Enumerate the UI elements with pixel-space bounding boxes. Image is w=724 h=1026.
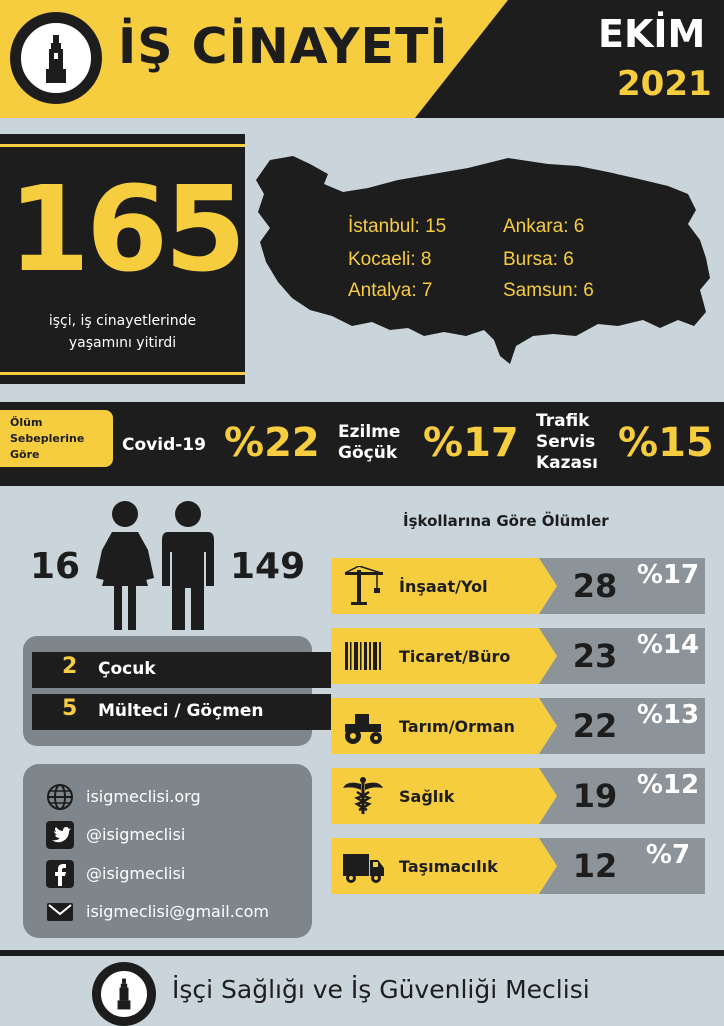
sector-count: 23 [572, 637, 618, 675]
sector-name: Taşımacılık [399, 857, 498, 876]
sector-count: 28 [572, 567, 618, 605]
cause-percent: %22 [224, 420, 320, 466]
website-link[interactable]: isigmeclisi.org [86, 787, 201, 806]
female-count: 16 [30, 546, 81, 587]
sector-count: 12 [572, 847, 618, 885]
tower-icon [115, 977, 133, 1011]
city-stat: Ankara: 6 [503, 216, 585, 237]
causes-label: Ölüm Sebeplerine Göre [10, 416, 85, 461]
sector-count: 19 [572, 777, 618, 815]
sector-percent: %14 [636, 630, 700, 660]
sector-row [331, 698, 705, 754]
group-label: Mülteci / Göçmen [98, 701, 264, 721]
month-label: EKİM [598, 12, 706, 56]
group-row-child [32, 652, 331, 688]
sector-percent: %13 [636, 700, 700, 730]
group-count: 5 [62, 696, 78, 721]
facebook-icon [46, 860, 74, 888]
mail-icon [46, 898, 74, 926]
sector-percent: %17 [636, 560, 700, 590]
footer-organization-name: İşçi Sağlığı ve İş Güvenliği Meclisi [172, 975, 590, 1004]
total-deaths-count: 165 [8, 160, 243, 298]
sectors-title: İşkollarına Göre Ölümler [403, 512, 609, 530]
sector-row [331, 838, 705, 894]
cause-percent: %17 [423, 420, 519, 466]
sector-name: Sağlık [399, 787, 455, 806]
city-stat: Bursa: 6 [503, 249, 574, 270]
male-count: 149 [230, 546, 306, 587]
caduceus-icon [341, 776, 385, 816]
group-row-refugee [32, 694, 331, 730]
crane-icon [341, 566, 385, 606]
cause-name: Trafik Servis Kazası [536, 411, 598, 473]
sector-row [331, 628, 705, 684]
tractor-icon [341, 706, 385, 746]
facebook-link[interactable]: @isigmeclisi [86, 864, 186, 883]
group-count: 2 [62, 654, 78, 679]
total-deaths-caption: işçi, iş cinayetlerinde yaşamını yitirdi [48, 313, 197, 351]
truck-icon [341, 846, 385, 886]
barcode-icon [341, 636, 385, 676]
cause-name: Ezilme Göçük [338, 422, 401, 463]
city-stat: Samsun: 6 [503, 280, 594, 301]
sector-name: İnşaat/Yol [399, 577, 488, 596]
group-label: Çocuk [98, 659, 156, 679]
twitter-icon [46, 821, 74, 849]
email-link[interactable]: isigmeclisi@gmail.com [86, 902, 269, 921]
city-stat: Antalya: 7 [348, 280, 433, 301]
footer-divider [0, 950, 724, 956]
city-stat: İstanbul: 15 [348, 216, 447, 237]
tower-icon [42, 33, 70, 85]
globe-icon [46, 783, 74, 811]
cause-percent: %15 [618, 420, 714, 466]
council-logo [10, 12, 102, 104]
footer-logo [92, 962, 156, 1026]
sector-count: 22 [572, 707, 618, 745]
sector-percent: %7 [645, 840, 691, 870]
year-label: 2021 [617, 64, 712, 104]
sector-percent: %12 [636, 770, 700, 800]
page-title: İŞ CİNAYETİ [118, 18, 449, 75]
sector-row [331, 558, 705, 614]
cause-name: Covid-19 [122, 435, 206, 455]
sector-row [331, 768, 705, 824]
female-icon [94, 500, 156, 632]
turkey-map [248, 150, 718, 370]
twitter-link[interactable]: @isigmeclisi [86, 825, 186, 844]
sector-name: Ticaret/Büro [399, 647, 511, 666]
sector-name: Tarım/Orman [399, 717, 515, 736]
city-stat: Kocaeli: 8 [348, 249, 432, 270]
male-icon [160, 500, 216, 632]
